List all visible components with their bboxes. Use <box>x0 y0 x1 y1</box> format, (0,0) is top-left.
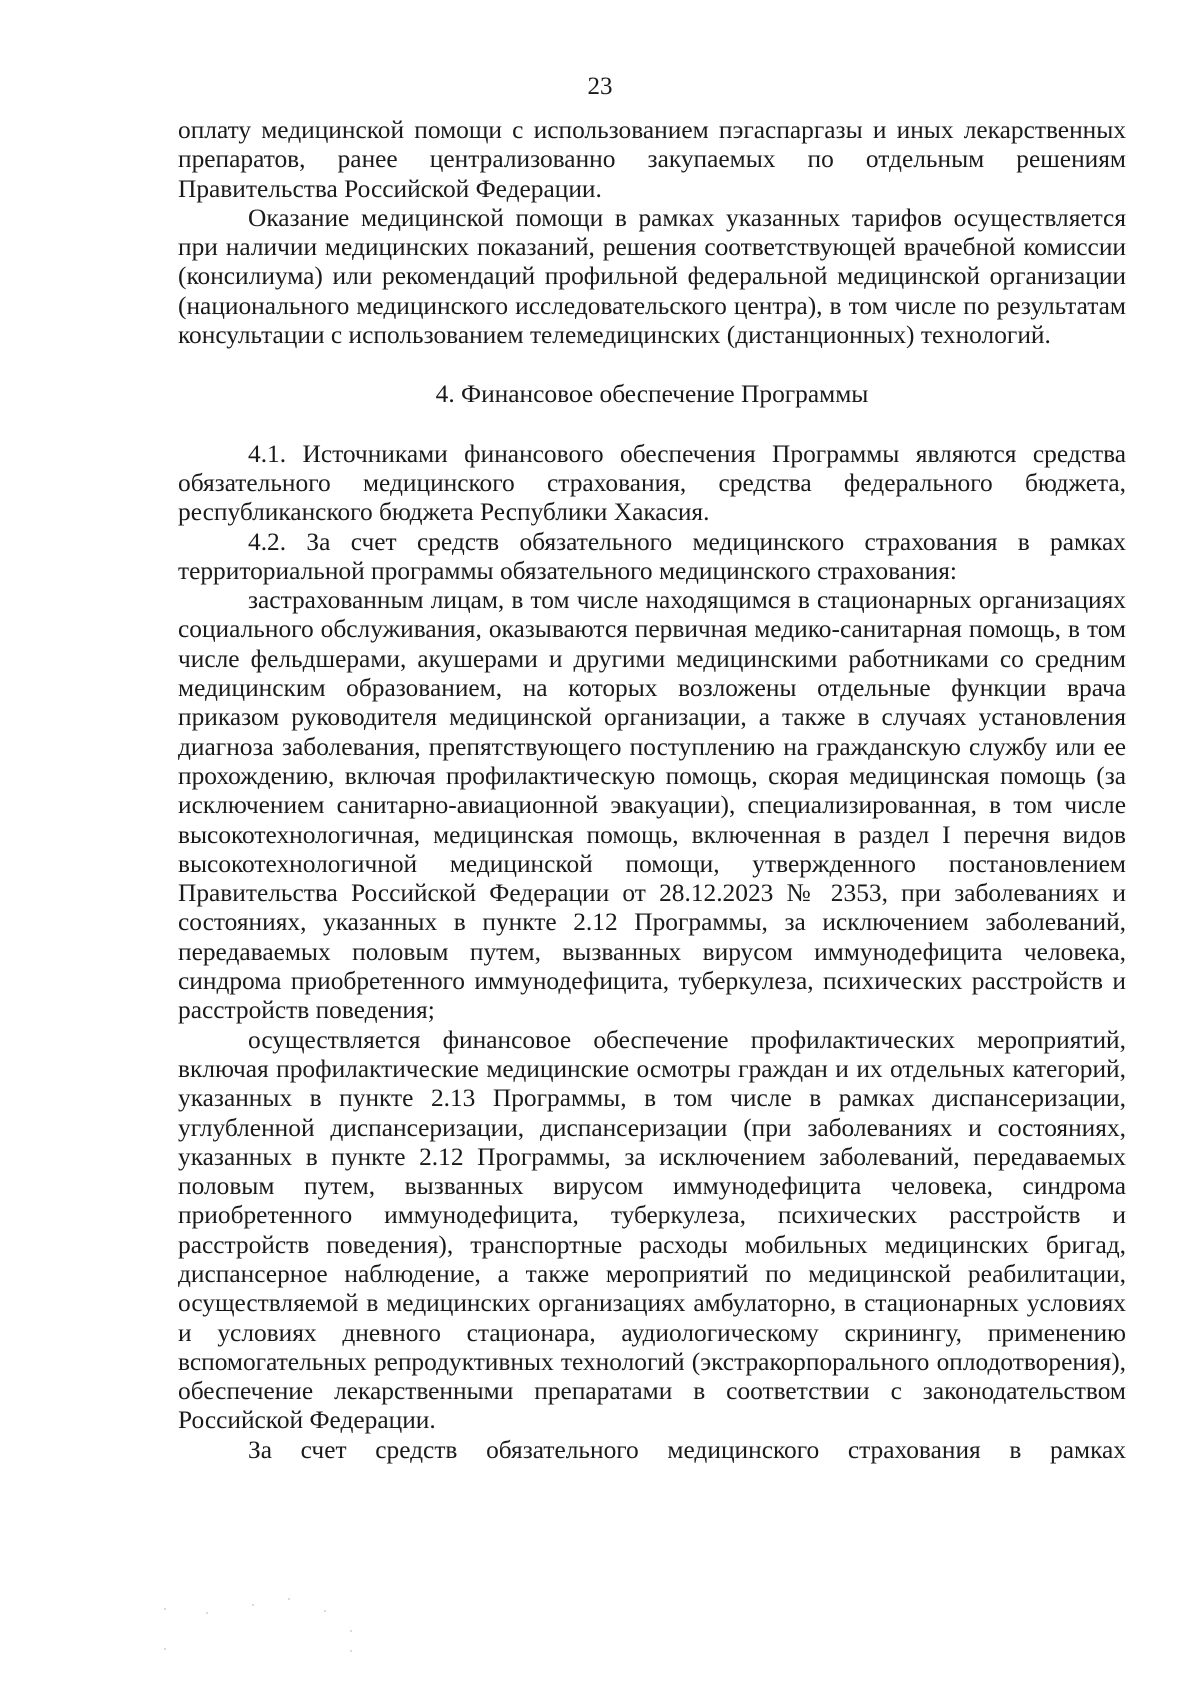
section-heading: 4. Финансовое обеспечение Программы <box>435 380 869 409</box>
paragraph-4-1-funding-sources: 4.1. Источниками финансового обеспечения Программы являются средства обязательного медицинского страхования, средства федерального бюджета, республиканского бюджета Республики Хакасия. <box>178 439 1126 527</box>
page-number: 23 <box>587 73 613 100</box>
paragraph-continued: За счет средств обязательного медицинского страхования в рамках <box>248 1435 1126 1464</box>
document-body <box>178 116 1126 1465</box>
scan-noise <box>160 1590 400 1670</box>
paragraph-insured-persons: застрахованным лицам, в том числе находящимся в стационарных организациях социального обслуживания, оказываются первичная медико-санитарная помощь, в том числе фельдшерами, акушерами и другими медицинскими работниками со средним медицинским образованием, на которых возложены отдельные функции врача приказом руководителя медицинской организации, а также в случаях установления диагноза заболевания, препятствующего поступлению на гражданскую службу или ее прохождению, включая профилактическую помощь, скорая медицинская помощь (за исключением санитарно-авиационной эвакуации), специализированная, в том числе высокотехнологичная, медицинская помощь, включенная в раздел I перечня видов высокотехнологичной медицинской помощи, утвержденного постановлением Правительства Российской Федерации от 28.12.2023 № 2353, при заболеваниях и состояниях, указанных в пункте 2.12 Программы, за исключением заболеваний, передаваемых половым путем, вызванных вирусом иммунодефицита человека, синдрома приобретенного иммунодефицита, туберкулеза, психических расстройств и расстройств поведения; <box>178 586 1126 1025</box>
paragraph-medical-care-provision: Оказание медицинской помощи в рамках указанных тарифов осуществляется при наличии медицинских показаний, решения соответствующей врачебной комиссии (консилиума) или рекомендаций профильной федеральной медицинской организации (национального медицинского исследовательского центра), в том числе по результатам консультации с использованием телемедицинских (дистанционных) технологий. <box>178 203 1126 350</box>
paragraph-payment-pegaspargase: оплату медицинской помощи с использованием пэгаспаргазы и иных лекарственных препаратов, ранее централизованно закупаемых по отдельным решениям Правительства Российской Федерации. <box>178 116 1126 203</box>
paragraph-4-2-oms-funds: 4.2. За счет средств обязательного медицинского страхования в рамках территориальной программы обязательного медицинского страхования: <box>178 527 1126 585</box>
paragraph-preventive-measures: осуществляется финансовое обеспечение профилактических мероприятий, включая профилактические медицинские осмотры граждан и их отдельных категорий, указанных в пункте 2.13 Программы, в том числе в рамках диспансеризации, углубленной диспансеризации, диспансеризации (при заболеваниях и состояниях, указанных в пункте 2.12 Программы, за исключением заболеваний, передаваемых половым путем, вызванных вирусом иммунодефицита человека, синдрома приобретенного иммунодефицита, туберкулеза, психических расстройств и расстройств поведения), транспортные расходы мобильных медицинских бригад, диспансерное наблюдение, а также мероприятий по медицинской реабилитации, осуществляемой в медицинских организациях амбулаторно, в стационарных условиях и условиях дневного стационара, аудиологическому скринингу, применению вспомогательных репродуктивных технологий (экстракорпорального оплодотворения), обеспечение лекарственными препаратами в соответствии с законодательством Российской Федерации. <box>178 1025 1126 1435</box>
